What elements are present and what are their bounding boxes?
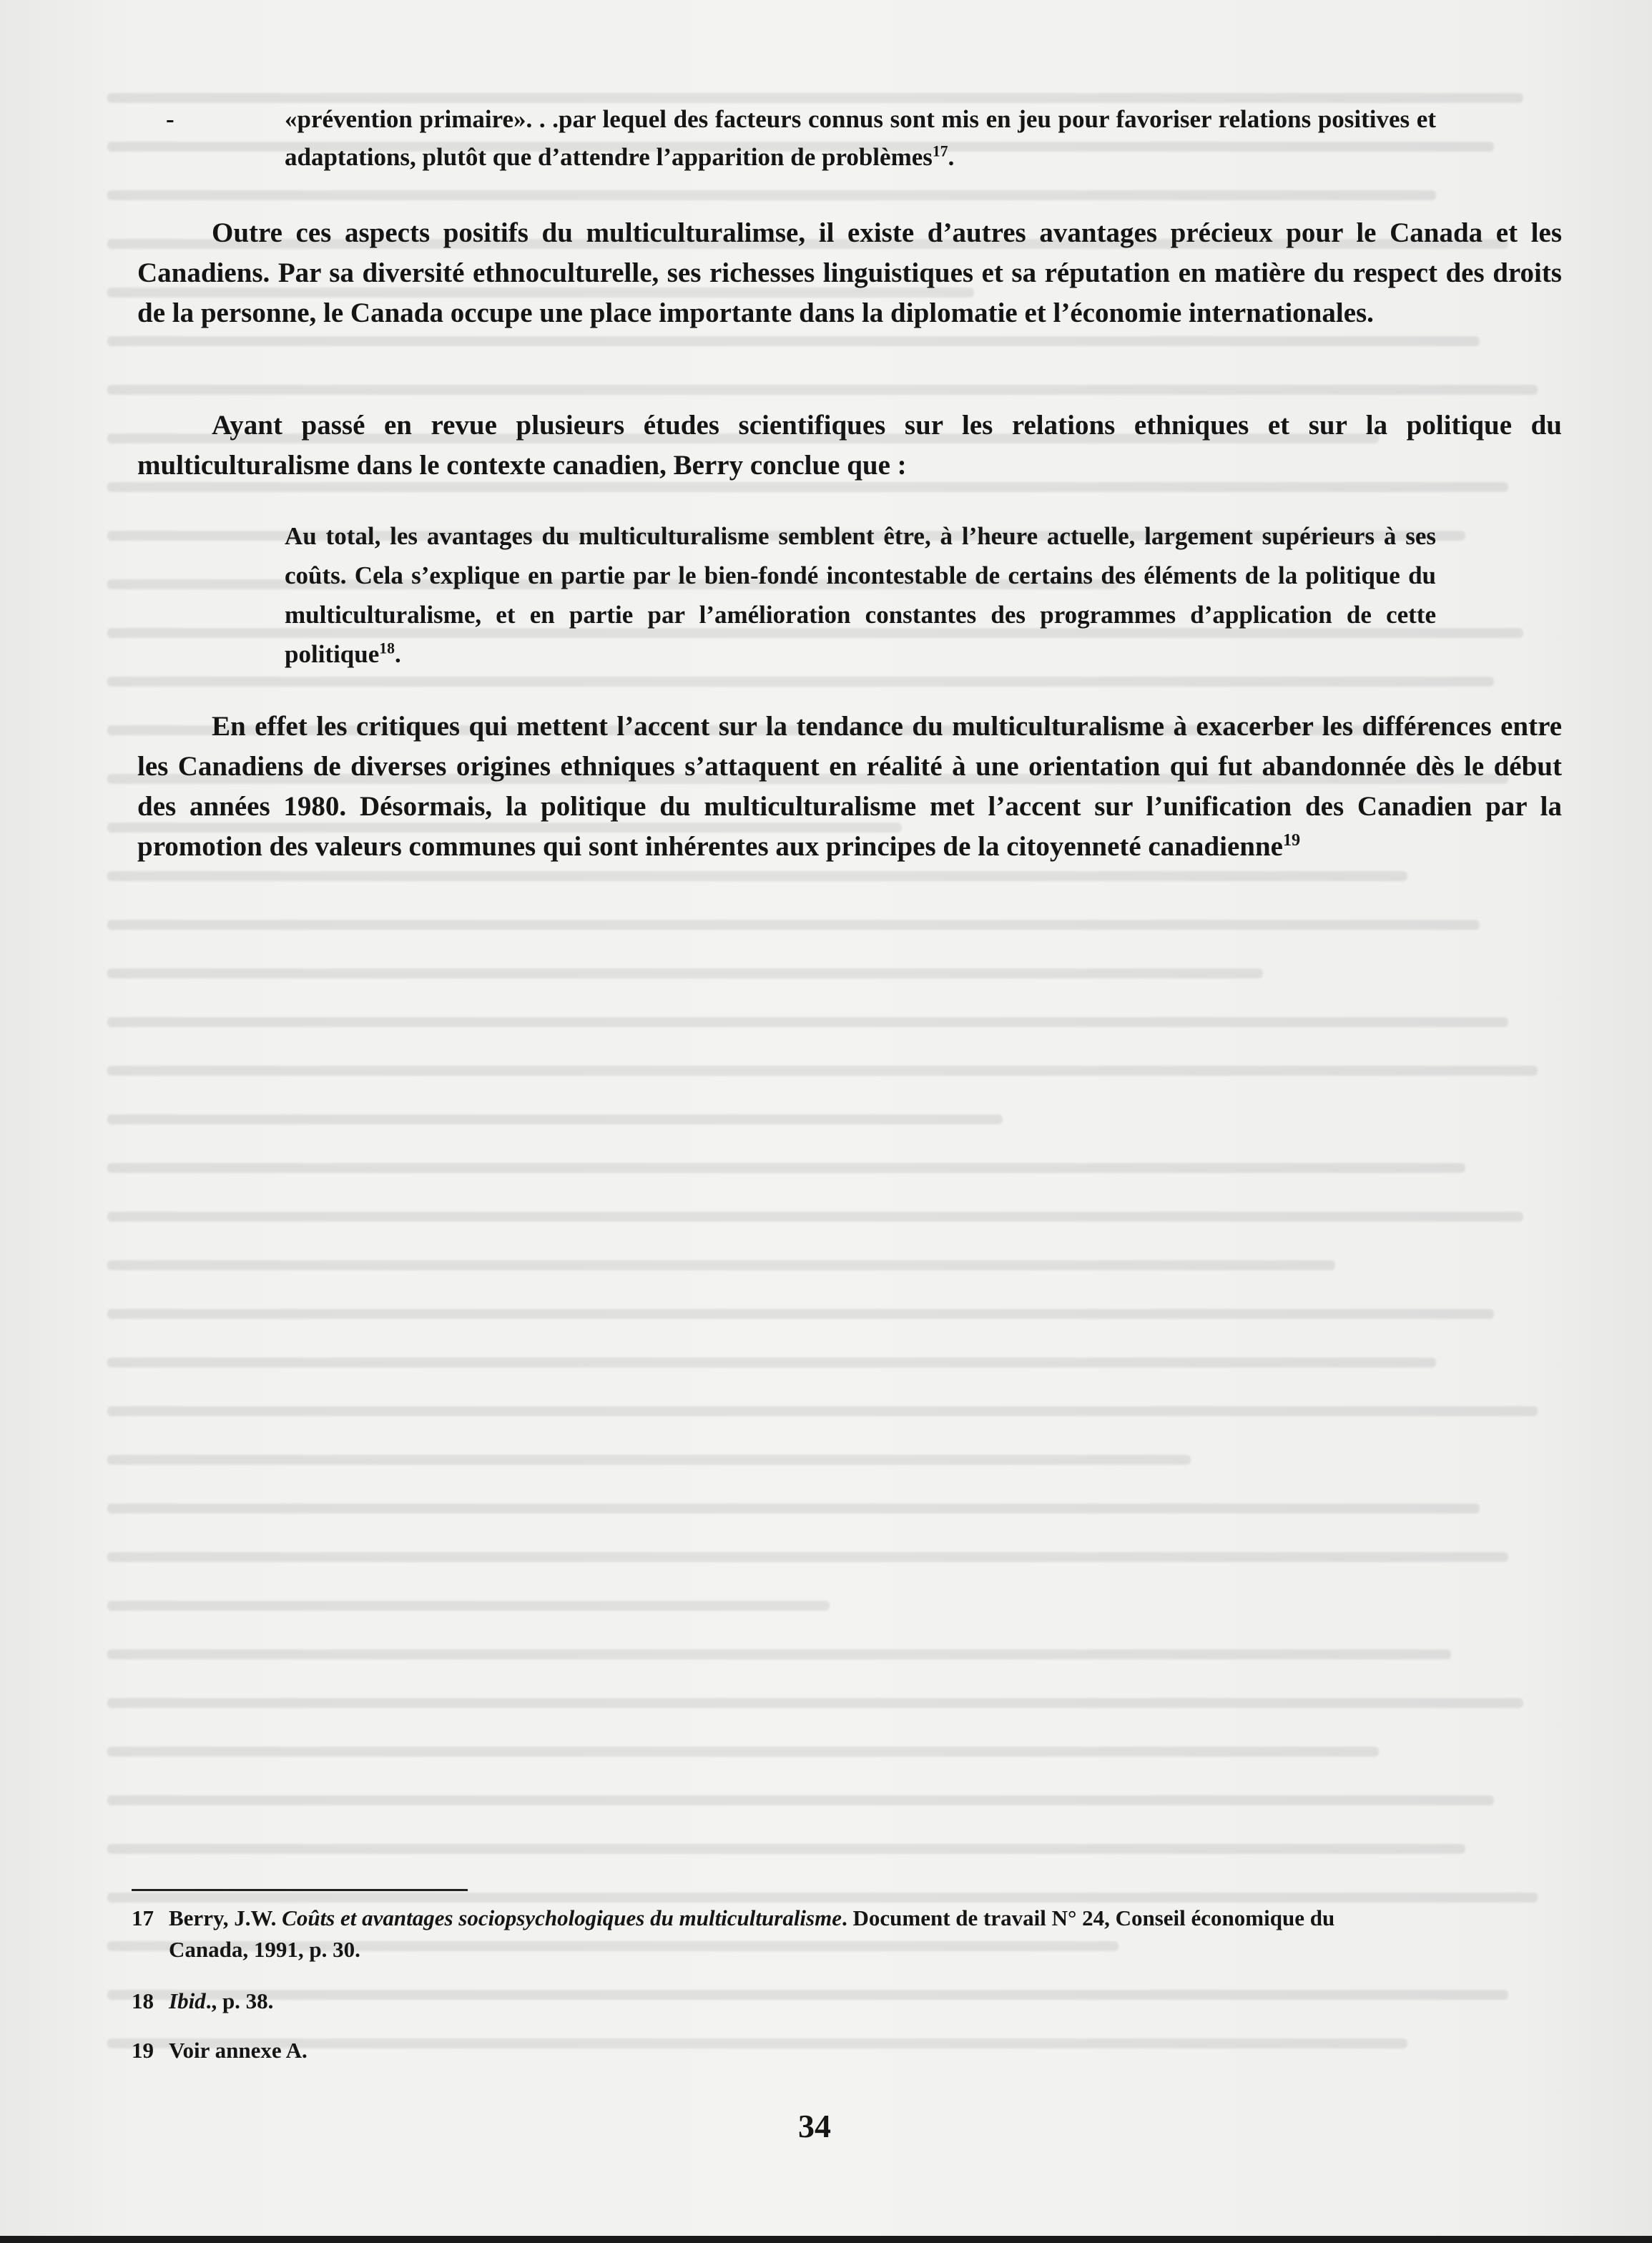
footnote-ref-19: 19 bbox=[1282, 830, 1301, 850]
footnote-separator bbox=[132, 1889, 468, 1891]
block-quote-tail: . bbox=[394, 640, 401, 668]
footnote-details: Voir annexe A. bbox=[169, 2038, 308, 2063]
footnote-title: Coûts et avantages sociopsychologiques du multiculturalisme bbox=[282, 1905, 842, 1930]
footnote-17 bbox=[132, 1903, 1548, 1965]
paragraph-critiques bbox=[137, 707, 1562, 867]
paragraph-berry-conclusion: Ayant passé en revue plusieurs études scientifiques sur les relations ethniques et sur la politique du multiculturalisme dans le contexte canadien, Berry conclue que : bbox=[137, 410, 1562, 481]
page-number: 34 bbox=[798, 2108, 831, 2144]
footnote-number: 18 bbox=[132, 1988, 154, 2013]
block-quote-text: Au total, les avantages du multiculturalisme semblent être, à l’heure actuelle, largement supérieurs à ses coûts. Cela s’explique en partie par le bien-fondé incontestable de certains des éléments de la politique du multiculturalisme, et en partie par l’amélioration constantes des programmes d’application de cette politique bbox=[285, 522, 1436, 668]
footnote-author: Berry, J.W. bbox=[169, 1905, 282, 1930]
footnote-number: 17 bbox=[132, 1905, 154, 1930]
footnote-details: . Document de travail N° 24, Conseil économique du bbox=[841, 1905, 1335, 1930]
bleed-through-text bbox=[107, 93, 1552, 2167]
footnote-ibid: Ibid bbox=[169, 1988, 206, 2013]
block-quote-berry bbox=[285, 516, 1436, 674]
footnote-18 bbox=[132, 1986, 1548, 2017]
footnote-19 bbox=[132, 2035, 1548, 2066]
paragraph-multiculturalism-benefits: Outre ces aspects positifs du multiculturalimse, il existe d’autres avantages précieux pour le Canada et les Canadiens. Par sa diversité ethnoculturelle, ses richesses linguistiques et sa réputation en matière du respect des droits de la personne, le Canada occupe une place importante dans la diplomatie et l’économie internationales. bbox=[137, 217, 1562, 328]
footnote-ref-17: 17 bbox=[932, 142, 948, 160]
paragraph-critiques-text: En effet les critiques qui mettent l’accent sur la tendance du multiculturalisme à exacerber les différences entre les Canadiens de diverses origines ethniques s’attaquent en réalité à une orientation qui fut abandonnée dès le début des années 1980. Désormais, la politique du multiculturalisme met l’accent sur l’unification des Canadien par la promotion des valeurs communes qui sont inhérentes aux principes de la citoyenneté canadienne bbox=[137, 711, 1562, 862]
quote-top bbox=[285, 100, 1436, 176]
footnote-details: ., p. 38. bbox=[205, 1988, 274, 2013]
footnote-ref-18: 18 bbox=[379, 639, 395, 657]
scan-bottom-edge bbox=[0, 2236, 1652, 2243]
quote-top-text: «prévention primaire». . .par lequel des facteurs connus sont mis en jeu pour favoriser relations positives et adaptations, plutôt que d’attendre l’apparition de problèmes bbox=[285, 105, 1436, 171]
footnote-continuation: Canada, 1991, p. 30. bbox=[169, 1937, 360, 1962]
quote-top-tail: . bbox=[948, 143, 955, 171]
list-dash: - bbox=[166, 105, 174, 133]
footnote-number: 19 bbox=[132, 2038, 154, 2063]
